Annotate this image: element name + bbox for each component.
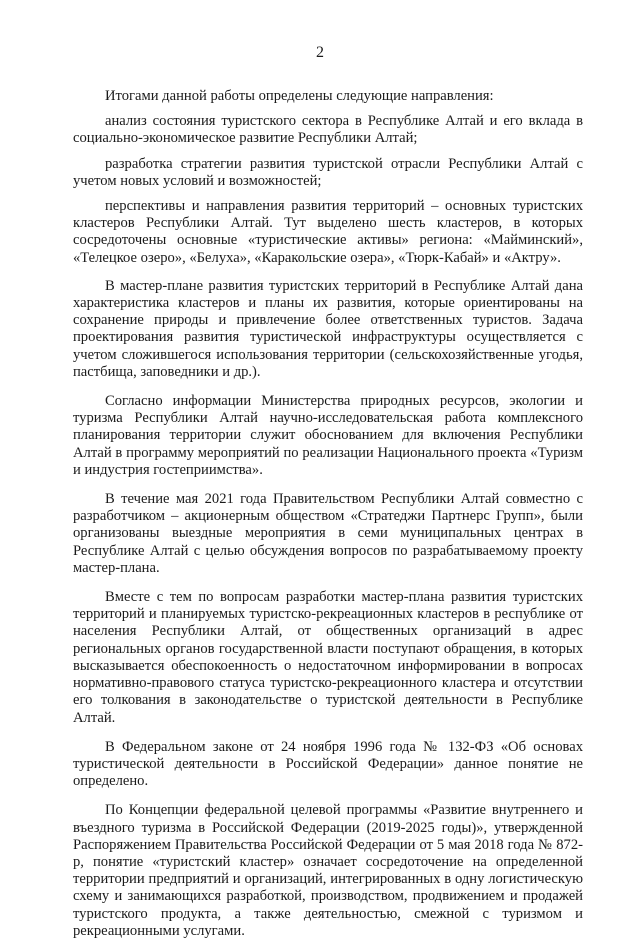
paragraph-direction-clusters: перспективы и направления развития территорий – основных туристских кластеров Республики Алтай. Тут выделено шесть кластеров, в которых сосредоточены основные «туристические активы» региона: «Майминский», «Телецкое озеро», «Белуха», «Каракольские озера», «Тюрк-Кабай» и «Актру». (73, 198, 583, 266)
paragraph-intro: Итогами данной работы определены следующие направления: (105, 88, 494, 104)
page-number: 2 (316, 44, 324, 61)
paragraph-federal-program-concept: По Концепции федеральной целевой программы «Развитие внутреннего и въездного туризма в Российской Федерации (2019-2025 годы)», утвержденной Распоряжением Правительства Российской Федерации от 5 мая 2018 года № 872-р, понятие «туристский кластер» означает сосредоточение на определенной территории предприятий и организаций, интегрированных в одну логистическую схему и занимающихся разработкой, производством, продвижением и продажей туристского продукта, а также деятельностью, смежной с туризмом и рекреационными услугами. (73, 802, 583, 939)
paragraph-master-plan: В мастер-плане развития туристских территорий в Республике Алтай дана характеристика кластеров и планы их развития, которые ориентированы на сохранение природы и привлечение более ответственных туристов. Задача проектирования развития туристической инфраструктуры осуществляется с учетом сложившегося использования территории (сельскохозяйственные угодья, пастбища, заповедники и др.). (73, 277, 583, 380)
document-body (73, 88, 583, 940)
paragraph-public-concerns: Вместе с тем по вопросам разработки мастер-плана развития туристских территорий и планируемых туристско-рекреационных кластеров в республике от населения Республики Алтай, от общественных организаций в адрес региональных органов государственной власти поступают обращения, в которых высказывается обеспокоенность о недостаточном информировании в вопросах нормативно-правового статуса туристско-рекреационного кластера и отсутствии его толкования в законодательстве о туристской деятельности в Республике Алтай. (73, 589, 583, 726)
paragraph-direction-strategy: разработка стратегии развития туристской отрасли Республики Алтай с учетом новых условий и возможностей; (73, 155, 583, 189)
paragraph-may-2021-events: В течение мая 2021 года Правительством Республики Алтай совместно с разработчиком – акционерным обществом «Стратеджи Партнерс Групп», были организованы выездные мероприятия в семи муниципальных центрах в Республике Алтай с целью обсуждения вопросов по разрабатываемому проекту мастер-плана. (73, 491, 583, 576)
paragraph-ministry-info: Согласно информации Министерства природных ресурсов, экологии и туризма Республики Алтай научно-исследовательская работа комплексного планирования территории служит обоснованием для включения Республики Алтай в программу мероприятий по реализации Национального проекта «Туризм и индустрия гостеприимства». (73, 393, 583, 478)
paragraph-direction-analysis: анализ состояния туристского сектора в Республике Алтай и его вклада в социально-экономическое развитие Республики Алтай; (73, 113, 583, 147)
paragraph-federal-law: В Федеральном законе от 24 ноября 1996 года № 132-ФЗ «Об основах туристической деятельности в Российской Федерации» данное понятие не определено. (73, 738, 583, 790)
